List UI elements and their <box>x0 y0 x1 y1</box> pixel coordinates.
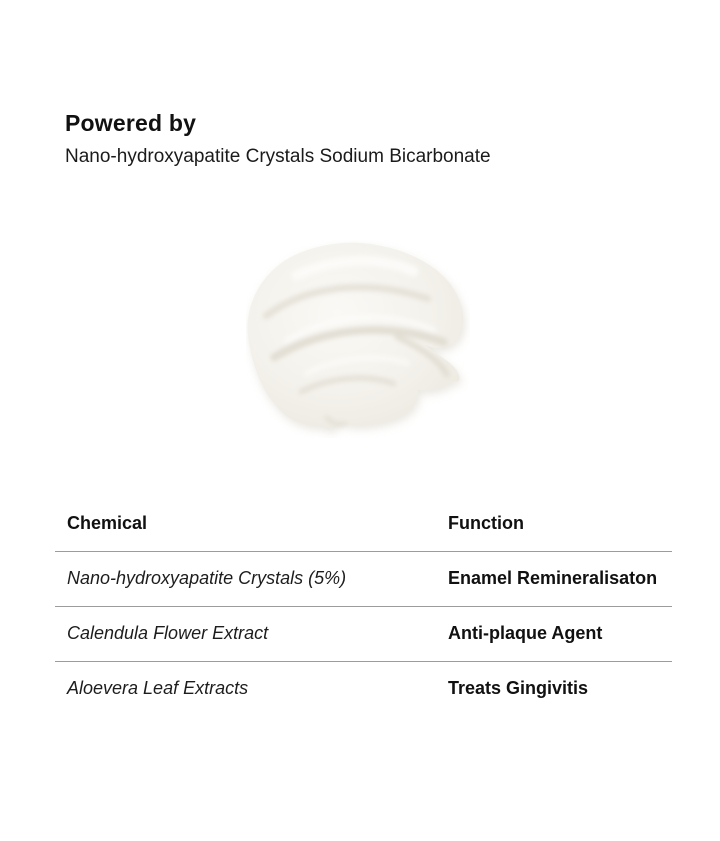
chemical-cell: Nano-hydroxyapatite Crystals (5%) <box>55 552 436 607</box>
chemical-cell: Calendula Flower Extract <box>55 607 436 662</box>
cream-swatch-illustration <box>246 240 470 438</box>
column-header-chemical: Chemical <box>55 501 436 552</box>
chemical-cell: Aloevera Leaf Extracts <box>67 678 249 698</box>
table-row <box>55 662 672 717</box>
table-row <box>55 552 672 607</box>
table-header-row <box>55 501 672 552</box>
function-cell: Anti-plaque Agent <box>436 607 672 662</box>
powered-by-header <box>65 109 491 169</box>
page-subtitle: Nano-hydroxyapatite Crystals Sodium Bicarbonate <box>65 146 491 167</box>
cream-swatch-image <box>246 240 470 438</box>
column-header-function: Function <box>436 501 672 552</box>
function-cell: Treats Gingivitis <box>448 678 589 698</box>
page-title: Powered by <box>65 110 197 136</box>
function-cell: Enamel Remineralisaton <box>436 552 672 607</box>
ingredients-table <box>55 501 672 716</box>
table-row <box>55 607 672 662</box>
